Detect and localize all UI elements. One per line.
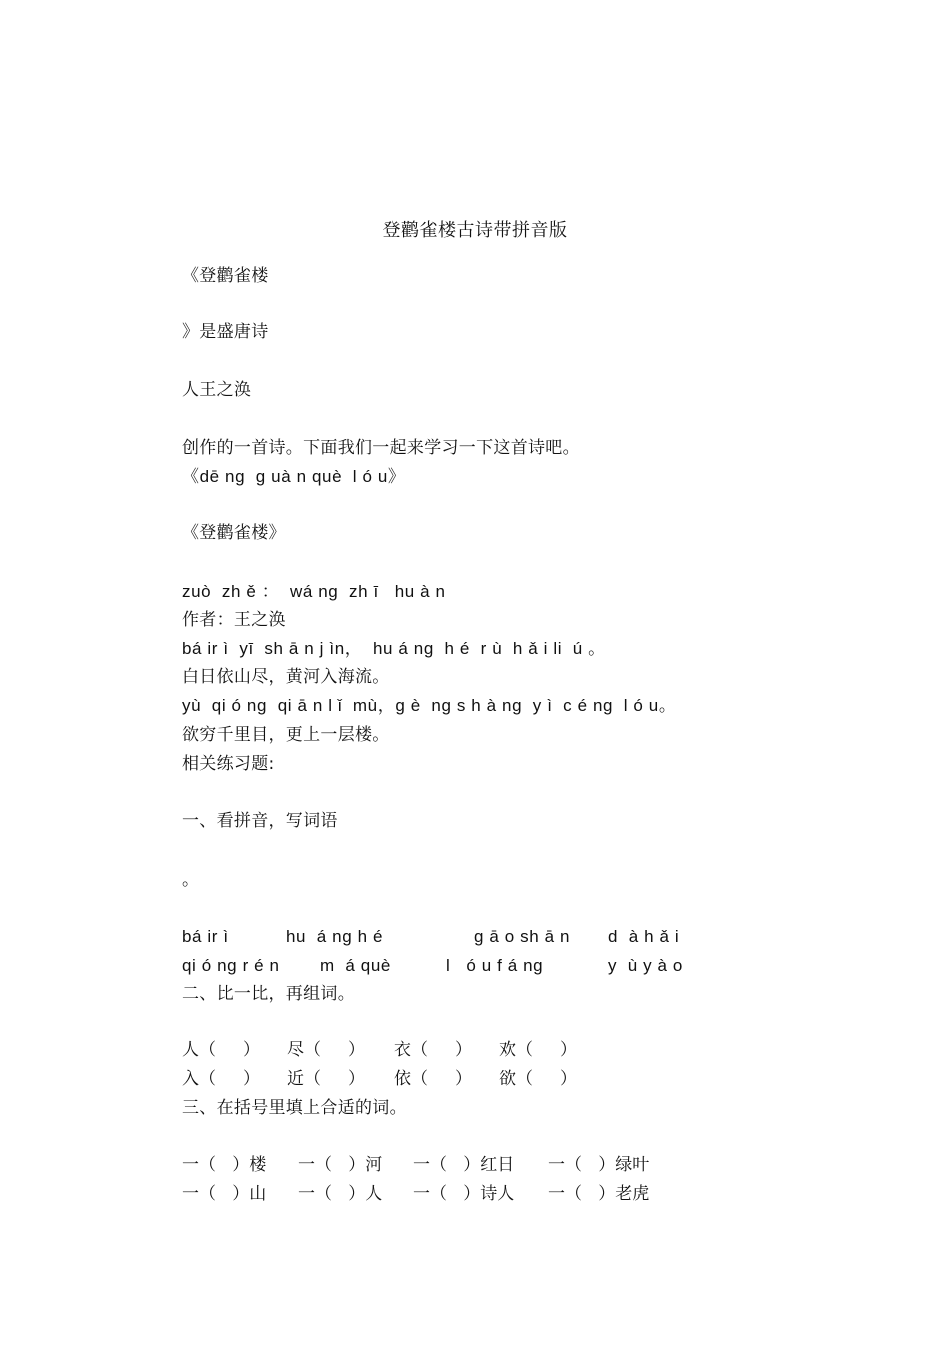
fill-item: 一（ ）山 bbox=[182, 1184, 267, 1204]
section-3-title: 三、在括号里填上合适的词。 bbox=[182, 1098, 407, 1118]
compare-item: 依（ ） bbox=[394, 1069, 473, 1089]
pinyin-word: bá ir ì bbox=[182, 927, 229, 946]
compare-item: 人（ ） bbox=[182, 1040, 261, 1060]
compare-item: 衣（ ） bbox=[394, 1040, 473, 1060]
compare-item: 尽（ ） bbox=[287, 1040, 366, 1060]
intro-line-1: 《登鹳雀楼 bbox=[182, 266, 269, 286]
poem-line-2: 欲穷千里目，更上一层楼。 bbox=[182, 725, 390, 745]
pinyin-row-2 bbox=[182, 954, 742, 978]
compare-item: 近（ ） bbox=[287, 1069, 366, 1089]
intro-line-3: 人王之涣 bbox=[182, 380, 252, 400]
fill-item: 一（ ）楼 bbox=[182, 1155, 267, 1175]
pinyin-word: qi ó ng r é n bbox=[182, 956, 280, 975]
section-1-tail: 。 bbox=[182, 870, 200, 890]
author-line: 作者：王之涣 bbox=[182, 610, 286, 630]
pinyin-word: m á què bbox=[320, 956, 391, 975]
page-title: 登鹳雀楼古诗带拼音版 bbox=[382, 220, 568, 241]
pinyin-word: l ó u f á ng bbox=[446, 956, 544, 975]
compare-row-2 bbox=[182, 1067, 602, 1091]
intro-line-4: 创作的一首诗。下面我们一起来学习一下这首诗吧。 bbox=[182, 438, 580, 458]
fill-row-1 bbox=[182, 1153, 682, 1177]
compare-row-1 bbox=[182, 1038, 602, 1062]
pinyin-word: hu á ng h é bbox=[286, 927, 383, 946]
section-1-title: 一、看拼音，写词语 bbox=[182, 811, 338, 831]
compare-item: 欲（ ） bbox=[499, 1069, 578, 1089]
exercises-heading: 相关练习题: bbox=[182, 754, 275, 774]
fill-item: 一（ ）河 bbox=[298, 1155, 383, 1175]
section-2-title: 二、比一比，再组词。 bbox=[182, 984, 355, 1004]
poem-line-1: 白日依山尽，黄河入海流。 bbox=[182, 667, 390, 687]
poem-line-2-pinyin: yù qi ó ng qi ā n l ǐ mù，g è ng s h à ng y ì c é ng l ó u。 bbox=[182, 696, 677, 715]
fill-item: 一（ ）人 bbox=[298, 1184, 383, 1204]
fill-item: 一（ ）绿叶 bbox=[548, 1155, 650, 1175]
compare-item: 欢（ ） bbox=[499, 1040, 578, 1060]
poem-title: 《登鹳雀楼》 bbox=[182, 523, 286, 543]
fill-item: 一（ ）老虎 bbox=[548, 1184, 650, 1204]
compare-item: 入（ ） bbox=[182, 1069, 261, 1089]
pinyin-word: y ù y à o bbox=[608, 956, 683, 975]
pinyin-row-1 bbox=[182, 925, 742, 949]
poem-title-pinyin: 《dē ng g uà n què l ó u》 bbox=[182, 467, 406, 486]
pinyin-word: d à h ǎ i bbox=[608, 927, 680, 946]
fill-item: 一（ ）诗人 bbox=[413, 1184, 515, 1204]
intro-line-2: 》是盛唐诗 bbox=[182, 322, 269, 342]
fill-item: 一（ ）红日 bbox=[413, 1155, 515, 1175]
fill-row-2 bbox=[182, 1182, 682, 1206]
pinyin-word: g ā o sh ā n bbox=[474, 927, 571, 946]
author-pinyin: zuò zh ě ： wá ng zh ī hu à n bbox=[182, 582, 446, 601]
poem-line-1-pinyin: bá ir ì yī sh ā n j ìn， hu á ng h é r ù h ǎ i li ú 。 bbox=[182, 639, 606, 658]
